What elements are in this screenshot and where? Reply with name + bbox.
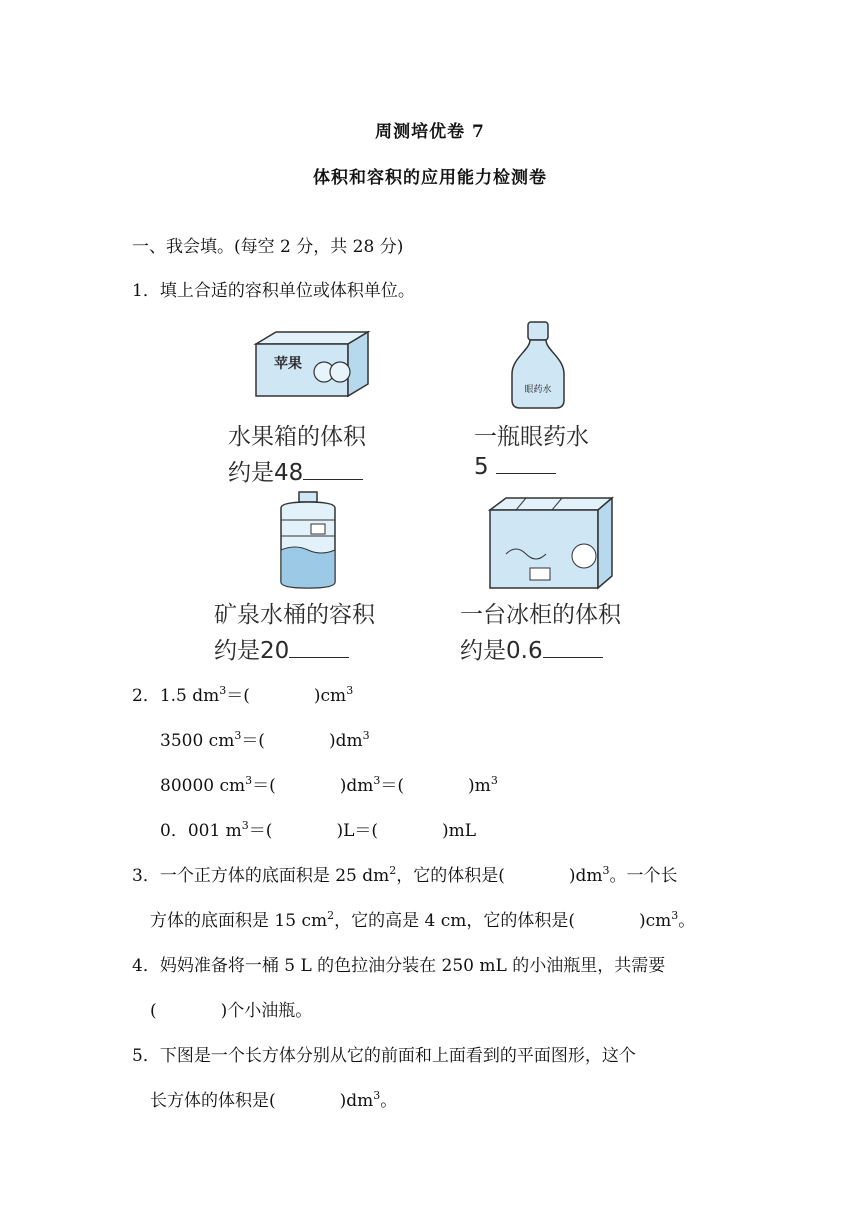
- question-2-row-4: 0．001 $m^3=$( )L＝( )mL: [160, 819, 477, 841]
- freezer-icon: [486, 494, 616, 592]
- question-2-row-2: 3500 $cm^3=$( )$dm^3$: [160, 729, 370, 751]
- section-heading: 一、我会填。(每空 2 分，共 28 分): [132, 237, 404, 257]
- freezer-caption-line1: 一台冰柜的体积: [460, 602, 621, 628]
- question-4-line-1: 4．妈妈准备将一桶 5 L 的色拉油分装在 250 mL 的小油瓶里，共需要: [132, 956, 666, 976]
- water-barrel-icon: [275, 490, 341, 590]
- page-subtitle: 体积和容积的应用能力检测卷: [313, 168, 547, 188]
- eye-drop-caption-line1: 一瓶眼药水: [474, 424, 589, 450]
- question-5-line-2: 长方体的体积是( )$dm^3$。: [150, 1089, 398, 1111]
- question-3-line-1: 3．一个正方体的底面积是 25 $dm^2$，它的体积是( )$dm^3$。一个长: [132, 864, 678, 886]
- question-5-line-1: 5．下图是一个长方体分别从它的前面和上面看到的平面图形，这个: [132, 1046, 636, 1066]
- fruit-box-icon: [252, 330, 370, 402]
- eye-drop-caption-line2: 5: [474, 454, 489, 480]
- water-barrel-caption-line1: 矿泉水桶的容积: [214, 602, 375, 628]
- question-2-row-3: 80000 $cm^3=$( )$dm^3=$( )$m^3$: [160, 774, 498, 796]
- water-barrel-caption-line2: 约是20: [214, 638, 290, 664]
- eye-drop-bottle-icon: [508, 320, 568, 410]
- page-title: 周测培优卷 7: [375, 122, 485, 142]
- fruit-box-caption-line1: 水果箱的体积: [228, 424, 366, 450]
- question-4-line-2: ( )个小油瓶。: [150, 1001, 313, 1021]
- eye-drop-label: 眼药水: [524, 385, 552, 395]
- question-3-line-2: 方体的底面积是 15 $cm^2$，它的高是 4 cm，它的体积是( )$cm^3$。: [150, 909, 696, 931]
- freezer-answer-blank[interactable]: [543, 639, 603, 658]
- water-barrel-answer-blank[interactable]: [289, 639, 349, 658]
- fruit-box-answer-blank[interactable]: [303, 461, 363, 480]
- question-2-row-1: 2．1.5 $dm^3=$( )$cm^3$: [132, 684, 354, 706]
- eye-drop-answer-blank[interactable]: [496, 455, 556, 474]
- fruit-box-label: 苹果: [274, 356, 302, 372]
- fruit-box-caption-line2: 约是48: [228, 460, 304, 486]
- freezer-caption-line2: 约是0.6: [460, 638, 543, 664]
- question-1-text: 1．填上合适的容积单位或体积单位。: [132, 281, 415, 301]
